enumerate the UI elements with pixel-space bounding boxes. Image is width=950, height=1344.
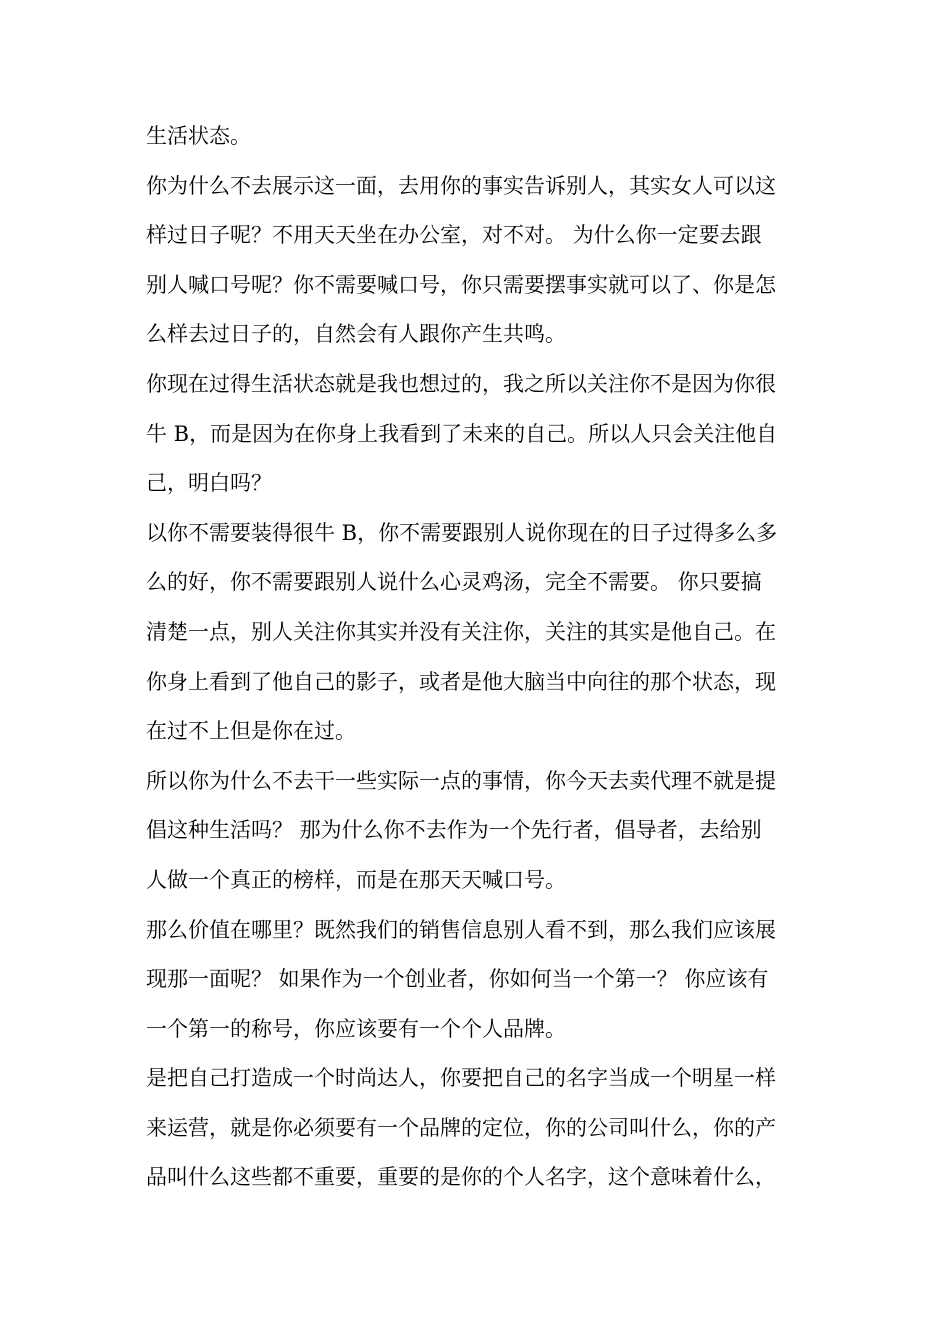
text-line: 品叫什么这些都不重要，重要的是你的个人名字，这个意味着什么， — [146, 1165, 776, 1190]
text-line: 所以你为什么不去干一些实际一点的事情，你今天去卖代理不就是提 — [146, 768, 776, 793]
document-body — [146, 112, 808, 1203]
text-line: 倡这种生活吗？ 那为什么你不去作为一个先行者，倡导者，去给别 — [146, 818, 762, 843]
text-line: 是把自己打造成一个时尚达人，你要把自己的名字当成一个明星一样 — [146, 1066, 776, 1091]
text-line: 牛 B，而是因为在你身上我看到了未来的自己。所以人只会关注他自 — [146, 421, 778, 446]
text-line: 生活状态。 — [146, 124, 251, 148]
text-line: 来运营，就是你必须要有一个品牌的定位，你的公司叫什么，你的产 — [146, 1115, 776, 1140]
text-line: 人做一个真正的榜样，而是在那天天喊口号。 — [146, 867, 566, 892]
text-line: 你为什么不去展示这一面，去用你的事实告诉别人，其实女人可以这 — [146, 173, 776, 198]
text-line: 清楚一点，别人关注你其实并没有关注你，关注的其实是他自己。在 — [146, 619, 776, 644]
text-line: 你身上看到了他自己的影子，或者是他大脑当中向往的那个状态，现 — [146, 669, 776, 694]
text-line: 在过不上但是你在过。 — [146, 719, 356, 744]
text-line: 一个第一的称号，你应该要有一个个人品牌。 — [146, 1016, 566, 1041]
text-line: 样过日子呢？不用天天坐在办公室，对不对。 为什么你一定要去跟 — [146, 223, 762, 248]
text-line: 以你不需要装得很牛 B，你不需要跟别人说你现在的日子过得多么多 — [146, 520, 778, 545]
text-line: 你现在过得生活状态就是我也想过的，我之所以关注你不是因为你很 — [146, 371, 776, 396]
text-line: 别人喊口号呢？你不需要喊口号，你只需要摆事实就可以了、你是怎 — [146, 272, 776, 297]
text-line: 己，明白吗？ — [146, 471, 272, 496]
text-line: 现那一面呢？ 如果作为一个创业者，你如何当一个第一？ 你应该有 — [146, 967, 769, 992]
text-line: 那么价值在哪里？既然我们的销售信息别人看不到，那么我们应该展 — [146, 917, 776, 942]
text-line: 么样去过日子的，自然会有人跟你产生共鸣。 — [146, 322, 566, 347]
text-line: 么的好，你不需要跟别人说什么心灵鸡汤，完全不需要。 你只要搞 — [146, 570, 762, 595]
